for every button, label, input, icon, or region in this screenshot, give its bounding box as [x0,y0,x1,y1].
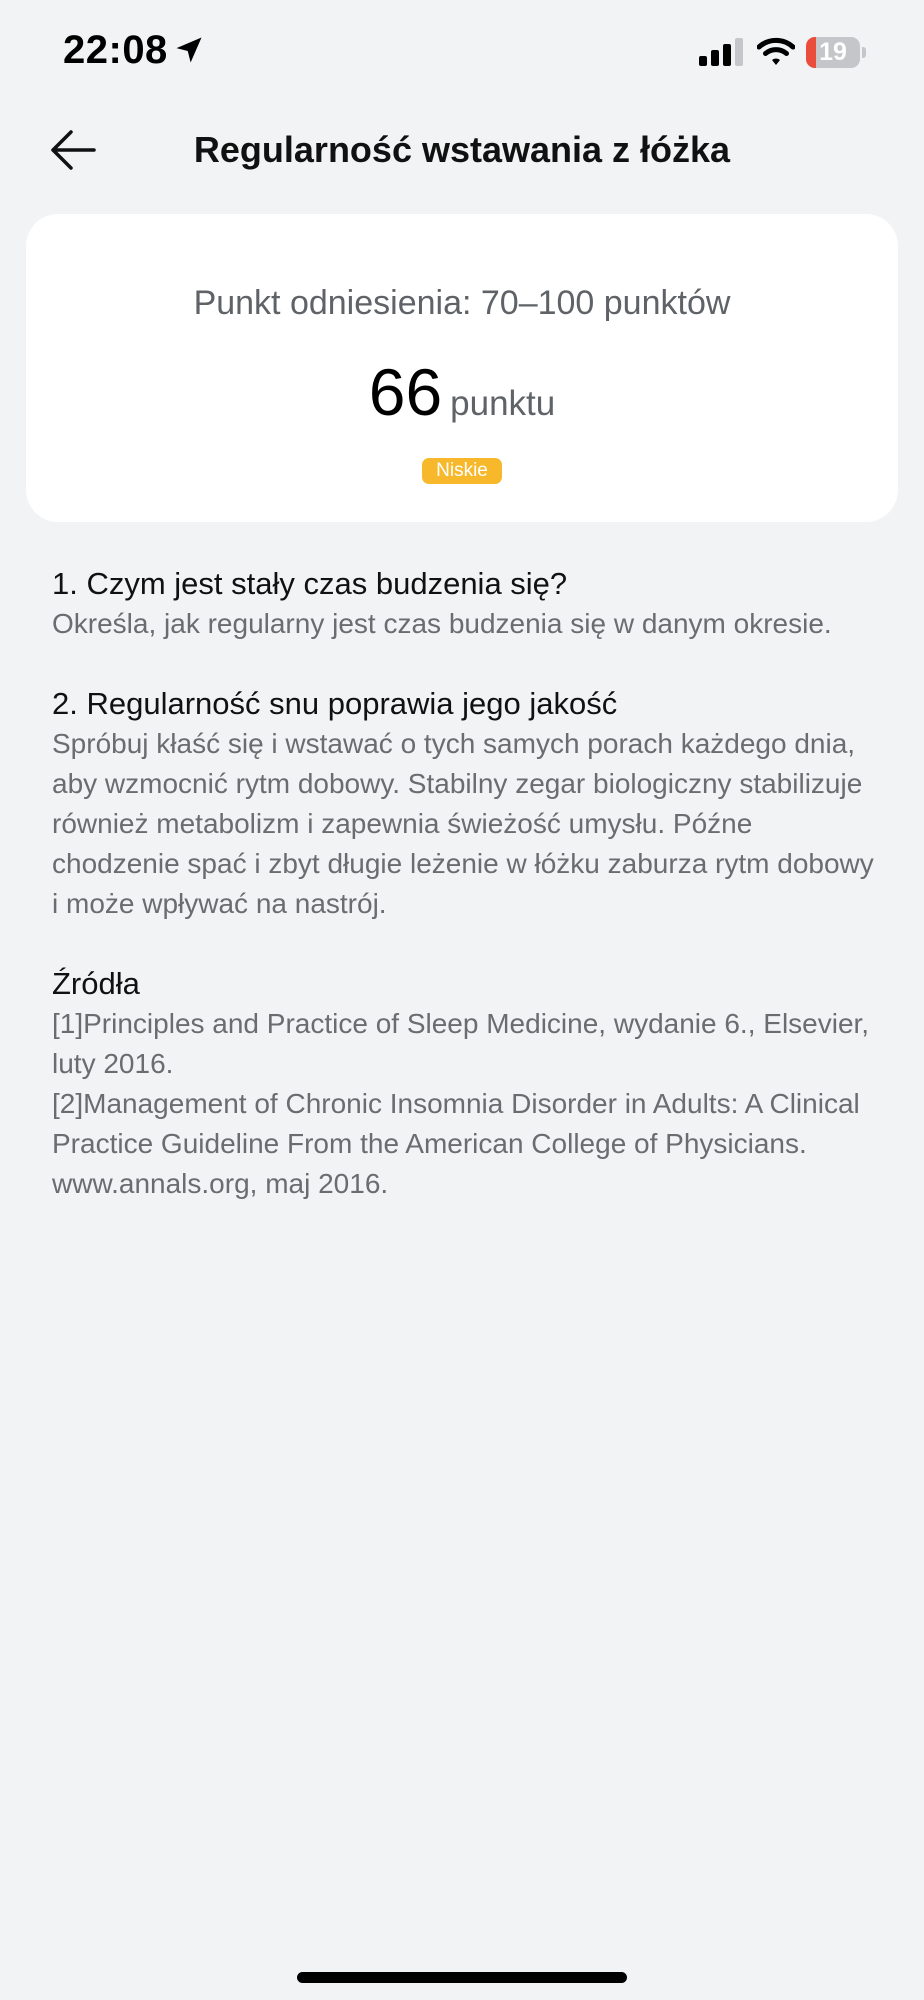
sources-section [52,964,882,1204]
battery-icon [806,37,860,68]
source-item: [2]Management of Chronic Insomnia Disorder in Adults: A Clinical Practice Guideline From the American College of Physicians. www.annals.org, maj 2016. [52,1088,860,1199]
section-heading: 1. Czym jest stały czas budzenia się? [52,566,568,601]
info-content [52,564,882,1244]
status-time: 22:08 [63,28,168,72]
page-title: Regularność wstawania z łóżka [193,129,731,170]
battery-tip [862,47,866,58]
source-item: [1]Principles and Practice of Sleep Medicine, wydanie 6., Elsevier, luty 2016. [52,1008,870,1079]
section-body: Spróbuj kłaść się i wstawać o tych samych porach każdego dnia, aby wzmocnić rytm dobowy. Stabilny zegar biologiczny stabilizuje również metabolizm i zapewnia świeżość umysłu. Późne chodzenie spać i zbyt długie leżenie w łóżku zaburza rytm dobowy i może wpływać na nastrój. [52,728,874,919]
arrow-left-icon [46,122,102,178]
status-bar [0,0,924,104]
reference-range: Punkt odniesienia: 70–100 punktów [193,284,731,322]
cellular-signal-icon [699,38,743,66]
section-body: Określa, jak regularny jest czas budzenia się w danym okresie. [52,608,832,639]
score-unit: punktu [450,384,556,423]
back-button[interactable] [46,122,102,178]
wifi-icon [757,36,795,66]
score-value: 66 [368,355,443,429]
battery-level: 19 [819,38,847,66]
location-arrow-icon [174,34,204,66]
level-badge: Niskie [422,458,502,484]
home-indicator[interactable] [297,1972,627,1983]
sources-heading: Źródła [52,966,140,1001]
section-definition [52,564,882,644]
score-row [26,354,898,430]
section-sleep-quality [52,684,882,924]
score-card [26,214,898,522]
section-heading: 2. Regularność snu poprawia jego jakość [52,686,618,721]
